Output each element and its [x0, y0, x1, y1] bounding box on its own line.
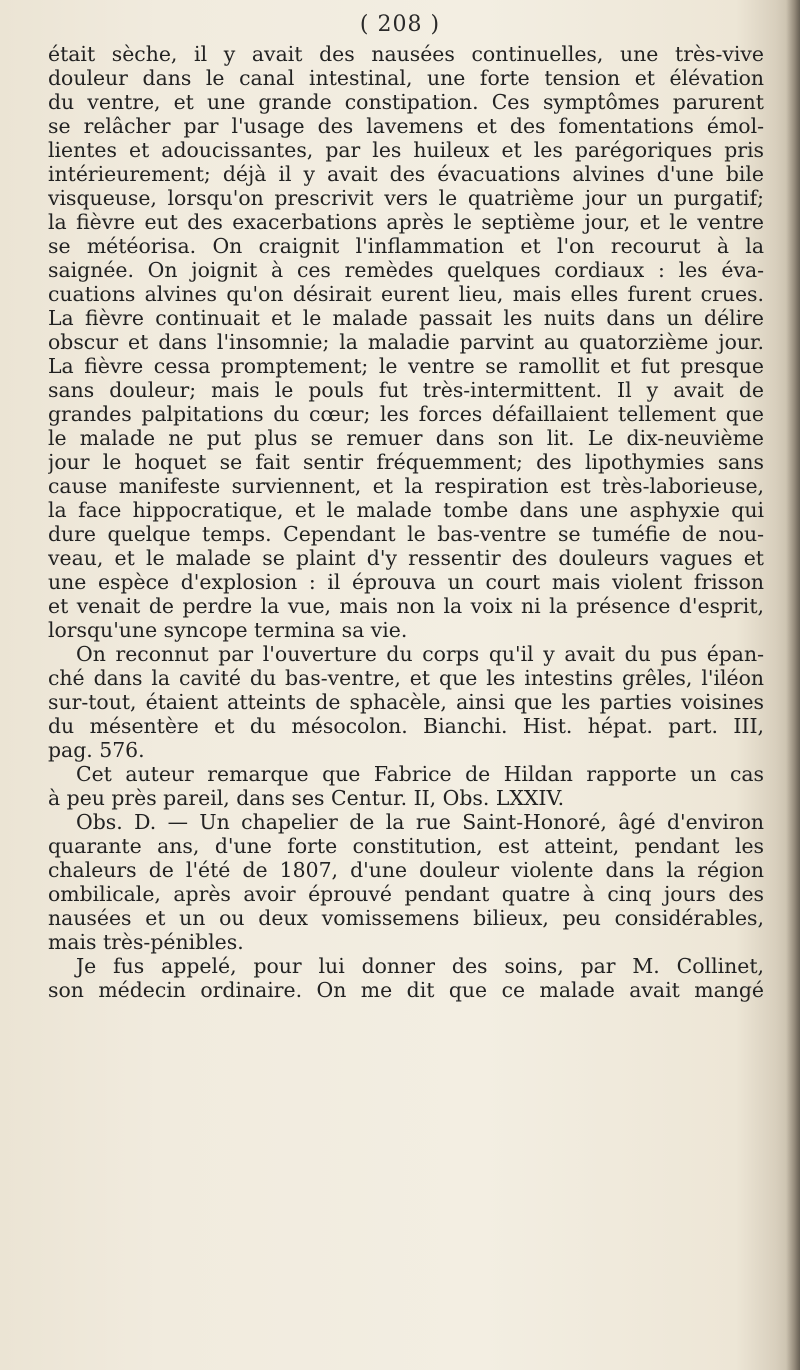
text-line: lientes et adoucissantes, par les huileux et les parégoriques pris: [48, 138, 764, 162]
text-line: se météorisa. On craignit l'inflammation et l'on recourut à la: [48, 234, 764, 258]
text-line: Cet auteur remarque que Fabrice de Hildan rapporte un cas: [76, 762, 764, 786]
text-line: Obs. D. — Un chapelier de la rue Saint-Honoré, âgé d'environ: [76, 810, 764, 834]
text-line: cause manifeste surviennent, et la respiration est très-laborieuse,: [48, 474, 764, 498]
text-line: La fièvre continuait et le malade passait les nuits dans un délire: [48, 306, 764, 330]
text-line: quarante ans, d'une forte constitution, est atteint, pendant les: [48, 834, 764, 858]
text-line: jour le hoquet se fait sentir fréquemment; des lipothymies sans: [48, 450, 764, 474]
text-line: On reconnut par l'ouverture du corps qu'il y avait du pus épan-: [76, 642, 764, 666]
text-line: grandes palpitations du cœur; les forces défaillaient tellement que: [48, 402, 764, 426]
text-line: obscur et dans l'insomnie; la maladie parvint au quatorzième jour.: [48, 330, 764, 354]
text-line: veau, et le malade se plaint d'y ressentir des douleurs vagues et: [48, 546, 764, 570]
text-line: le malade ne put plus se remuer dans son lit. Le dix-neuvième: [48, 426, 764, 450]
text-line: chaleurs de l'été de 1807, d'une douleur violente dans la région: [48, 858, 764, 882]
text-line: la face hippocratique, et le malade tombe dans une asphyxie qui: [48, 498, 764, 522]
text-line: La fièvre cessa promptement; le ventre se ramollit et fut presque: [48, 354, 764, 378]
text-line: la fièvre eut des exacerbations après le septième jour, et le ventre: [48, 210, 764, 234]
text-line: Je fus appelé, pour lui donner des soins, par M. Collinet,: [76, 954, 764, 978]
text-line: visqueuse, lorsqu'on prescrivit vers le quatrième jour un purgatif;: [48, 186, 764, 210]
text-line: saignée. On joignit à ces remèdes quelques cordiaux : les éva-: [48, 258, 764, 282]
text-line: ombilicale, après avoir éprouvé pendant quatre à cinq jours des: [48, 882, 764, 906]
text-line: intérieurement; déjà il y avait des évacuations alvines d'une bile: [48, 162, 764, 186]
text-line: cuations alvines qu'on désirait eurent lieu, mais elles furent crues.: [48, 282, 764, 306]
text-line: une espèce d'explosion : il éprouva un court mais violent frisson: [48, 570, 764, 594]
body-text: [48, 42, 764, 1002]
text-line: douleur dans le canal intestinal, une forte tension et élévation: [48, 66, 764, 90]
text-line: se relâcher par l'usage des lavemens et des fomentations émol-: [48, 114, 764, 138]
text-line: à peu près pareil, dans ses Centur. II, Obs. LXXIV.: [48, 786, 565, 810]
text-line: du ventre, et une grande constipation. Ces symptômes parurent: [48, 90, 764, 114]
text-line: dure quelque temps. Cependant le bas-ventre se tuméfie de nou-: [48, 522, 764, 546]
text-line: du mésentère et du mésocolon. Bianchi. Hist. hépat. part. III,: [48, 714, 764, 738]
page-binding-shadow: [786, 0, 800, 1370]
text-line: lorsqu'une syncope termina sa vie.: [48, 618, 408, 642]
text-line: son médecin ordinaire. On me dit que ce malade avait mangé: [48, 978, 764, 1002]
page-number: ( 208 ): [359, 12, 441, 37]
text-line: ché dans la cavité du bas-ventre, et que les intestins grêles, l'iléon: [48, 666, 764, 690]
text-line: sans douleur; mais le pouls fut très-intermittent. Il y avait de: [48, 378, 764, 402]
text-line: pag. 576.: [48, 738, 145, 762]
text-line: sur-tout, étaient atteints de sphacèle, ainsi que les parties voisines: [48, 690, 764, 714]
text-line: et venait de perdre la vue, mais non la voix ni la présence d'esprit,: [48, 594, 764, 618]
text-line: nausées et un ou deux vomissemens bilieux, peu considérables,: [48, 906, 764, 930]
text-line: mais très-pénibles.: [48, 930, 244, 954]
text-line: était sèche, il y avait des nausées continuelles, une très-vive: [48, 42, 764, 66]
